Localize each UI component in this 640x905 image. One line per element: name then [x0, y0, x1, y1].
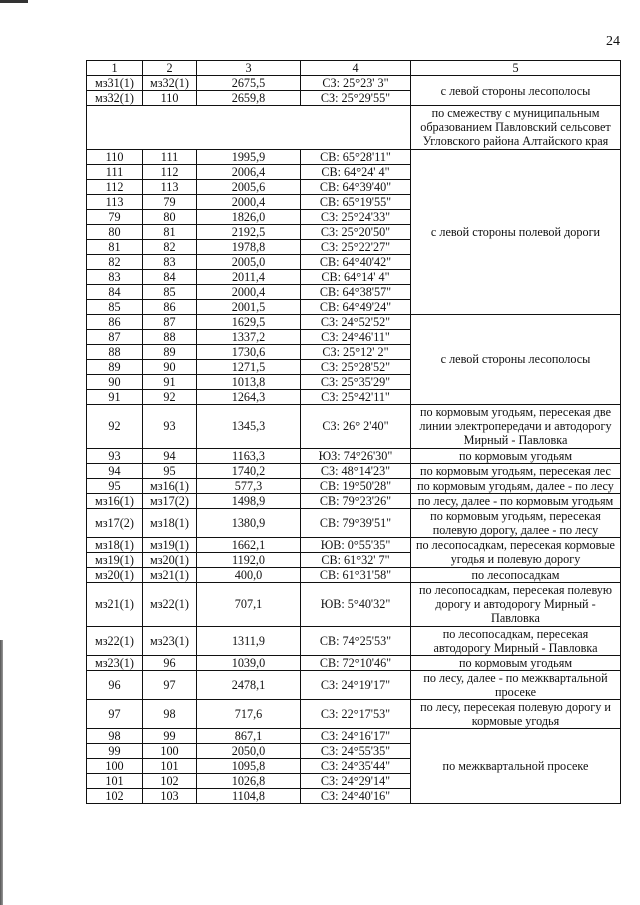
distance-cell: 2001,5: [197, 299, 301, 314]
bearing-cell: СЗ: 25°42'11": [301, 389, 411, 404]
bearing-cell: СВ: 64°24' 4": [301, 164, 411, 179]
point-from-cell: 113: [87, 194, 143, 209]
point-from-cell: 88: [87, 344, 143, 359]
bearing-cell: СЗ: 25°29'55": [301, 91, 411, 106]
point-to-cell: мз23(1): [143, 626, 197, 655]
point-to-cell: 80: [143, 209, 197, 224]
point-to-cell: 103: [143, 789, 197, 804]
point-from-cell: 93: [87, 448, 143, 463]
point-from-cell: мз18(1): [87, 537, 143, 552]
distance-cell: 2192,5: [197, 224, 301, 239]
bearing-cell: СЗ: 24°55'35": [301, 744, 411, 759]
bearing-cell: СЗ: 25°28'52": [301, 359, 411, 374]
point-to-cell: 91: [143, 374, 197, 389]
distance-cell: 1095,8: [197, 759, 301, 774]
header-cell: 1: [87, 61, 143, 76]
point-from-cell: мз21(1): [87, 582, 143, 626]
table-row: [87, 493, 621, 508]
page-number: 24: [606, 34, 620, 49]
distance-cell: 400,0: [197, 567, 301, 582]
distance-cell: 1104,8: [197, 789, 301, 804]
bearing-cell: СЗ: 24°19'17": [301, 670, 411, 699]
point-from-cell: 102: [87, 789, 143, 804]
description-cell: по лесопосадкам, пересекая кормовые угодья и полевую дорогу: [411, 537, 621, 567]
point-from-cell: 80: [87, 224, 143, 239]
point-from-cell: 79: [87, 209, 143, 224]
point-from-cell: мз32(1): [87, 91, 143, 106]
bearing-cell: СВ: 19°50'28": [301, 478, 411, 493]
table-row: [87, 567, 621, 582]
description-cell: с левой стороны лесополосы: [411, 314, 621, 404]
description-cell: по лесу, пересекая полевую дорогу и кормовые угодья: [411, 699, 621, 728]
point-from-cell: 96: [87, 670, 143, 699]
point-to-cell: мз21(1): [143, 567, 197, 582]
distance-cell: 1337,2: [197, 329, 301, 344]
point-to-cell: 81: [143, 224, 197, 239]
bearing-cell: СЗ: 25°35'29": [301, 374, 411, 389]
point-to-cell: мз17(2): [143, 493, 197, 508]
point-from-cell: 95: [87, 478, 143, 493]
point-to-cell: 92: [143, 389, 197, 404]
point-to-cell: 87: [143, 314, 197, 329]
distance-cell: 1271,5: [197, 359, 301, 374]
distance-cell: 2659,8: [197, 91, 301, 106]
boundary-table: [86, 60, 621, 804]
point-to-cell: 101: [143, 759, 197, 774]
header-cell: 4: [301, 61, 411, 76]
bearing-cell: СЗ: 25°20'50": [301, 224, 411, 239]
description-cell: по лесу, далее - по кормовым угодьям: [411, 493, 621, 508]
description-cell: по лесопосадкам: [411, 567, 621, 582]
header-row: [87, 61, 621, 76]
distance-cell: 1192,0: [197, 552, 301, 567]
bearing-cell: СЗ: 24°46'11": [301, 329, 411, 344]
table-row: [87, 729, 621, 744]
point-to-cell: 88: [143, 329, 197, 344]
point-to-cell: 93: [143, 404, 197, 448]
description-cell: с левой стороны лесополосы: [411, 76, 621, 106]
header-cell: 3: [197, 61, 301, 76]
table-body: [87, 76, 621, 804]
point-from-cell: 100: [87, 759, 143, 774]
bearing-cell: СВ: 79°23'26": [301, 493, 411, 508]
point-to-cell: 82: [143, 239, 197, 254]
distance-cell: 2006,4: [197, 164, 301, 179]
point-from-cell: 112: [87, 179, 143, 194]
point-to-cell: 94: [143, 448, 197, 463]
point-to-cell: мз18(1): [143, 508, 197, 537]
distance-cell: 2675,5: [197, 76, 301, 91]
bearing-cell: СЗ: 24°52'52": [301, 314, 411, 329]
bearing-cell: СВ: 65°28'11": [301, 149, 411, 164]
bearing-cell: ЮВ: 0°55'35": [301, 537, 411, 552]
point-from-cell: мз20(1): [87, 567, 143, 582]
point-to-cell: 98: [143, 699, 197, 728]
point-from-cell: 91: [87, 389, 143, 404]
point-to-cell: 83: [143, 254, 197, 269]
point-from-cell: 101: [87, 774, 143, 789]
distance-cell: 1978,8: [197, 239, 301, 254]
table-row: [87, 478, 621, 493]
point-to-cell: мз22(1): [143, 582, 197, 626]
distance-cell: 2011,4: [197, 269, 301, 284]
point-to-cell: 97: [143, 670, 197, 699]
point-from-cell: 111: [87, 164, 143, 179]
bearing-cell: СЗ: 48°14'23": [301, 463, 411, 478]
table-row: [87, 149, 621, 164]
distance-cell: 707,1: [197, 582, 301, 626]
distance-cell: 1995,9: [197, 149, 301, 164]
bearing-cell: СВ: 64°39'40": [301, 179, 411, 194]
bearing-cell: СВ: 61°31'58": [301, 567, 411, 582]
point-to-cell: 110: [143, 91, 197, 106]
scan-artifact-edge: [0, 640, 3, 905]
description-cell: по кормовым угодьям: [411, 448, 621, 463]
bearing-cell: СВ: 72°10'46": [301, 655, 411, 670]
scan-artifact-top: [0, 0, 28, 3]
bearing-cell: СЗ: 24°29'14": [301, 774, 411, 789]
point-to-cell: 89: [143, 344, 197, 359]
point-from-cell: мз31(1): [87, 76, 143, 91]
distance-cell: 2000,4: [197, 194, 301, 209]
description-cell: по лесопосадкам, пересекая полевую дорогу и автодорогу Мирный - Павловка: [411, 582, 621, 626]
distance-cell: 1662,1: [197, 537, 301, 552]
point-from-cell: 94: [87, 463, 143, 478]
table-row: [87, 463, 621, 478]
distance-cell: 577,3: [197, 478, 301, 493]
bearing-cell: СЗ: 24°35'44": [301, 759, 411, 774]
distance-cell: 1039,0: [197, 655, 301, 670]
point-from-cell: 90: [87, 374, 143, 389]
bearing-cell: СВ: 79°39'51": [301, 508, 411, 537]
description-cell: по межквартальной просеке: [411, 729, 621, 804]
distance-cell: 1629,5: [197, 314, 301, 329]
point-to-cell: 95: [143, 463, 197, 478]
bearing-cell: СВ: 64°49'24": [301, 299, 411, 314]
point-from-cell: 84: [87, 284, 143, 299]
point-from-cell: 99: [87, 744, 143, 759]
description-cell: по лесу, далее - по межквартальной просеке: [411, 670, 621, 699]
distance-cell: 1264,3: [197, 389, 301, 404]
point-from-cell: мз19(1): [87, 552, 143, 567]
point-from-cell: 83: [87, 269, 143, 284]
point-to-cell: мз16(1): [143, 478, 197, 493]
table-row: [87, 76, 621, 91]
distance-cell: 1026,8: [197, 774, 301, 789]
point-from-cell: 86: [87, 314, 143, 329]
point-to-cell: 85: [143, 284, 197, 299]
bearing-cell: СВ: 74°25'53": [301, 626, 411, 655]
point-from-cell: мз16(1): [87, 493, 143, 508]
point-from-cell: 89: [87, 359, 143, 374]
distance-cell: 1345,3: [197, 404, 301, 448]
distance-cell: 1311,9: [197, 626, 301, 655]
bearing-cell: СВ: 65°19'55": [301, 194, 411, 209]
point-to-cell: 84: [143, 269, 197, 284]
bearing-cell: ЮЗ: 74°26'30": [301, 448, 411, 463]
point-to-cell: 79: [143, 194, 197, 209]
point-to-cell: 99: [143, 729, 197, 744]
distance-cell: 1163,3: [197, 448, 301, 463]
bearing-cell: СВ: 61°32' 7": [301, 552, 411, 567]
distance-cell: 2005,0: [197, 254, 301, 269]
point-to-cell: 102: [143, 774, 197, 789]
table-row: [87, 314, 621, 329]
bearing-cell: СЗ: 22°17'53": [301, 699, 411, 728]
point-from-cell: 82: [87, 254, 143, 269]
bearing-cell: СЗ: 25°24'33": [301, 209, 411, 224]
distance-cell: 1498,9: [197, 493, 301, 508]
bearing-cell: СВ: 64°40'42": [301, 254, 411, 269]
description-cell: по смежеству с муниципальным образованием Павловский сельсовет Угловского района Алтайского края: [411, 106, 621, 150]
point-from-cell: мз22(1): [87, 626, 143, 655]
point-from-cell: 87: [87, 329, 143, 344]
point-to-cell: 113: [143, 179, 197, 194]
distance-cell: 1740,2: [197, 463, 301, 478]
table-row: [87, 448, 621, 463]
bearing-cell: СЗ: 24°16'17": [301, 729, 411, 744]
description-cell: по кормовым угодьям, пересекая полевую дорогу, далее - по лесу: [411, 508, 621, 537]
distance-cell: 1730,6: [197, 344, 301, 359]
point-from-cell: 85: [87, 299, 143, 314]
description-cell: с левой стороны полевой дороги: [411, 149, 621, 314]
description-cell: по лесопосадкам, пересекая автодорогу Мирный - Павловка: [411, 626, 621, 655]
point-from-cell: 81: [87, 239, 143, 254]
point-from-cell: 98: [87, 729, 143, 744]
distance-cell: 1013,8: [197, 374, 301, 389]
bearing-cell: СВ: 64°38'57": [301, 284, 411, 299]
description-cell: по кормовым угодьям, пересекая две линии электропередачи и автодорогу Мирный - Павловка: [411, 404, 621, 448]
bearing-cell: СВ: 64°14' 4": [301, 269, 411, 284]
distance-cell: 1380,9: [197, 508, 301, 537]
bearing-cell: СЗ: 25°12' 2": [301, 344, 411, 359]
table-row: [87, 670, 621, 699]
point-to-cell: мз20(1): [143, 552, 197, 567]
point-to-cell: 100: [143, 744, 197, 759]
point-to-cell: мз32(1): [143, 76, 197, 91]
table-row: [87, 582, 621, 626]
description-cell: по кормовым угодьям: [411, 655, 621, 670]
point-from-cell: 97: [87, 699, 143, 728]
point-to-cell: 86: [143, 299, 197, 314]
distance-cell: 867,1: [197, 729, 301, 744]
table-row: [87, 404, 621, 448]
point-from-cell: мз17(2): [87, 508, 143, 537]
bearing-cell: СЗ: 25°23' 3": [301, 76, 411, 91]
bearing-cell: СЗ: 26° 2'40": [301, 404, 411, 448]
bearing-cell: СЗ: 24°40'16": [301, 789, 411, 804]
table-row: [87, 699, 621, 728]
distance-cell: 2005,6: [197, 179, 301, 194]
table-row: [87, 537, 621, 552]
table-row: [87, 626, 621, 655]
point-from-cell: 92: [87, 404, 143, 448]
point-from-cell: мз23(1): [87, 655, 143, 670]
point-to-cell: 111: [143, 149, 197, 164]
distance-cell: 2050,0: [197, 744, 301, 759]
empty-cell: [87, 106, 411, 150]
description-cell: по кормовым угодьям, далее - по лесу: [411, 478, 621, 493]
header-cell: 5: [411, 61, 621, 76]
table-row: [87, 508, 621, 537]
header-cell: 2: [143, 61, 197, 76]
distance-cell: 717,6: [197, 699, 301, 728]
table-row: [87, 655, 621, 670]
table-row: [87, 106, 621, 150]
distance-cell: 2000,4: [197, 284, 301, 299]
bearing-cell: СЗ: 25°22'27": [301, 239, 411, 254]
point-to-cell: 90: [143, 359, 197, 374]
point-from-cell: 110: [87, 149, 143, 164]
description-cell: по кормовым угодьям, пересекая лес: [411, 463, 621, 478]
distance-cell: 1826,0: [197, 209, 301, 224]
bearing-cell: ЮВ: 5°40'32": [301, 582, 411, 626]
point-to-cell: 96: [143, 655, 197, 670]
point-to-cell: мз19(1): [143, 537, 197, 552]
point-to-cell: 112: [143, 164, 197, 179]
distance-cell: 2478,1: [197, 670, 301, 699]
